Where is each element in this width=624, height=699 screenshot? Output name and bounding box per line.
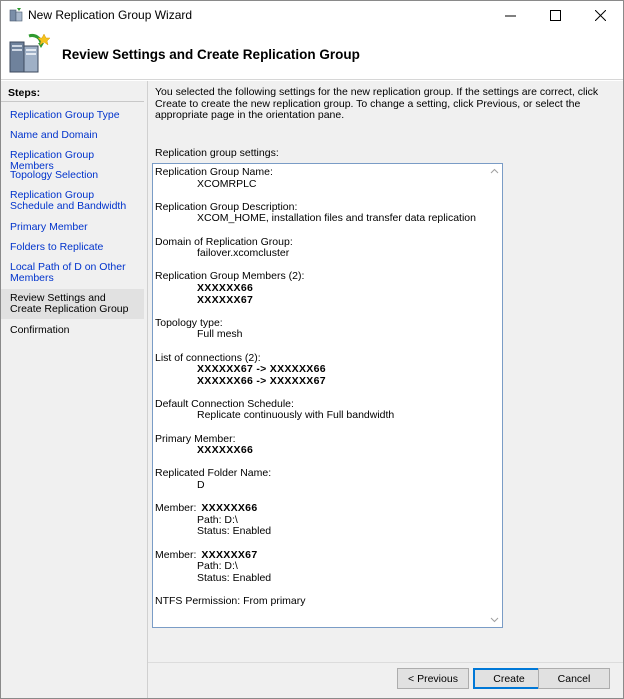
step-schedule-and-bandwidth[interactable]: Replication Group Schedule and Bandwidth [10,189,127,212]
member-1-value: XXXXXX66 [197,281,254,294]
minimize-button[interactable] [488,1,533,30]
step-name-and-domain[interactable]: Name and Domain [10,129,98,141]
replication-server-icon [7,32,51,76]
step-review-settings[interactable]: Review Settings and Create Replication Group [1,289,144,319]
member-1-label: Member: [155,502,197,515]
footer-divider [148,662,623,663]
topology-label: Topology type: [155,316,223,329]
member-1-name: XXXXXX66 [201,502,258,515]
replication-app-icon [8,7,24,23]
main-pane [148,81,623,698]
primary-member-label: Primary Member: [155,432,236,445]
maximize-button[interactable] [533,1,578,30]
step-replication-group-members[interactable]: Replication Group Members [10,149,95,172]
settings-content [155,167,485,608]
group-name-label: Replication Group Name: [155,166,273,178]
member-2-name: XXXXXX67 [201,548,258,561]
topology-value: Full mesh [197,328,243,341]
settings-label: Replication group settings: [155,147,279,159]
steps-pane [1,81,148,698]
step-confirmation: Confirmation [10,324,70,336]
schedule-label: Default Connection Schedule: [155,397,294,410]
schedule-value: Replicate continuously with Full bandwidth [197,409,395,422]
domain-label: Domain of Replication Group: [155,235,293,248]
primary-member-value: XXXXXX66 [197,444,254,457]
cancel-button[interactable]: Cancel [538,668,610,689]
member-1-status: Status: Enabled [197,525,272,538]
ntfs-permission: NTFS Permission: From primary [155,594,306,607]
description-value: XCOM_HOME, installation files and transfer data replication [197,212,476,225]
connection-2-value: XXXXXX66 -> XXXXXX67 [197,374,326,387]
step-primary-member[interactable]: Primary Member [10,221,88,233]
page-title: Review Settings and Create Replication Group [62,47,360,62]
step-folders-to-replicate[interactable]: Folders to Replicate [10,241,104,253]
intro-text: You selected the following settings for the new replication group. If the settings are correct, click Create to create the new replication group. To change a setting, click Previous, or select the appropriate page in the orientation pane. [155,86,599,121]
folder-name-label: Replicated Folder Name: [155,467,272,480]
member-1-path: Path: D:\ [197,513,238,526]
step-local-path[interactable]: Local Path of D on Other Members [10,261,126,284]
domain-value: failover.xcomcluster [197,247,290,260]
folder-name-value: D [197,479,205,492]
settings-scrollbar[interactable] [487,164,502,627]
title-bar [1,1,623,30]
step-replication-group-type[interactable]: Replication Group Type [10,109,120,121]
maximize-icon [550,10,561,21]
connections-label: List of connections (2): [155,351,261,364]
minimize-icon [505,10,516,21]
scroll-down-icon[interactable] [490,615,499,624]
settings-textbox[interactable] [152,163,503,628]
members-label: Replication Group Members (2): [155,270,305,283]
close-button[interactable] [578,1,623,30]
close-icon [595,10,606,21]
wizard-header [1,30,623,80]
window-title: New Replication Group Wizard [28,8,193,22]
connection-1-value: XXXXXX67 -> XXXXXX66 [197,363,326,376]
group-name-value: XCOMRPLC [197,177,257,190]
previous-button[interactable]: < Previous [397,668,469,689]
steps-heading: Steps: [1,85,144,102]
create-button[interactable]: Create [473,668,545,689]
scroll-up-icon[interactable] [490,167,499,176]
member-2-value: XXXXXX67 [197,293,254,306]
member-2-status: Status: Enabled [197,571,272,584]
step-topology-selection[interactable]: Topology Selection [10,169,99,181]
member-2-path: Path: D:\ [197,560,238,573]
description-label: Replication Group Description: [155,200,298,213]
member-2-label: Member: [155,548,197,561]
